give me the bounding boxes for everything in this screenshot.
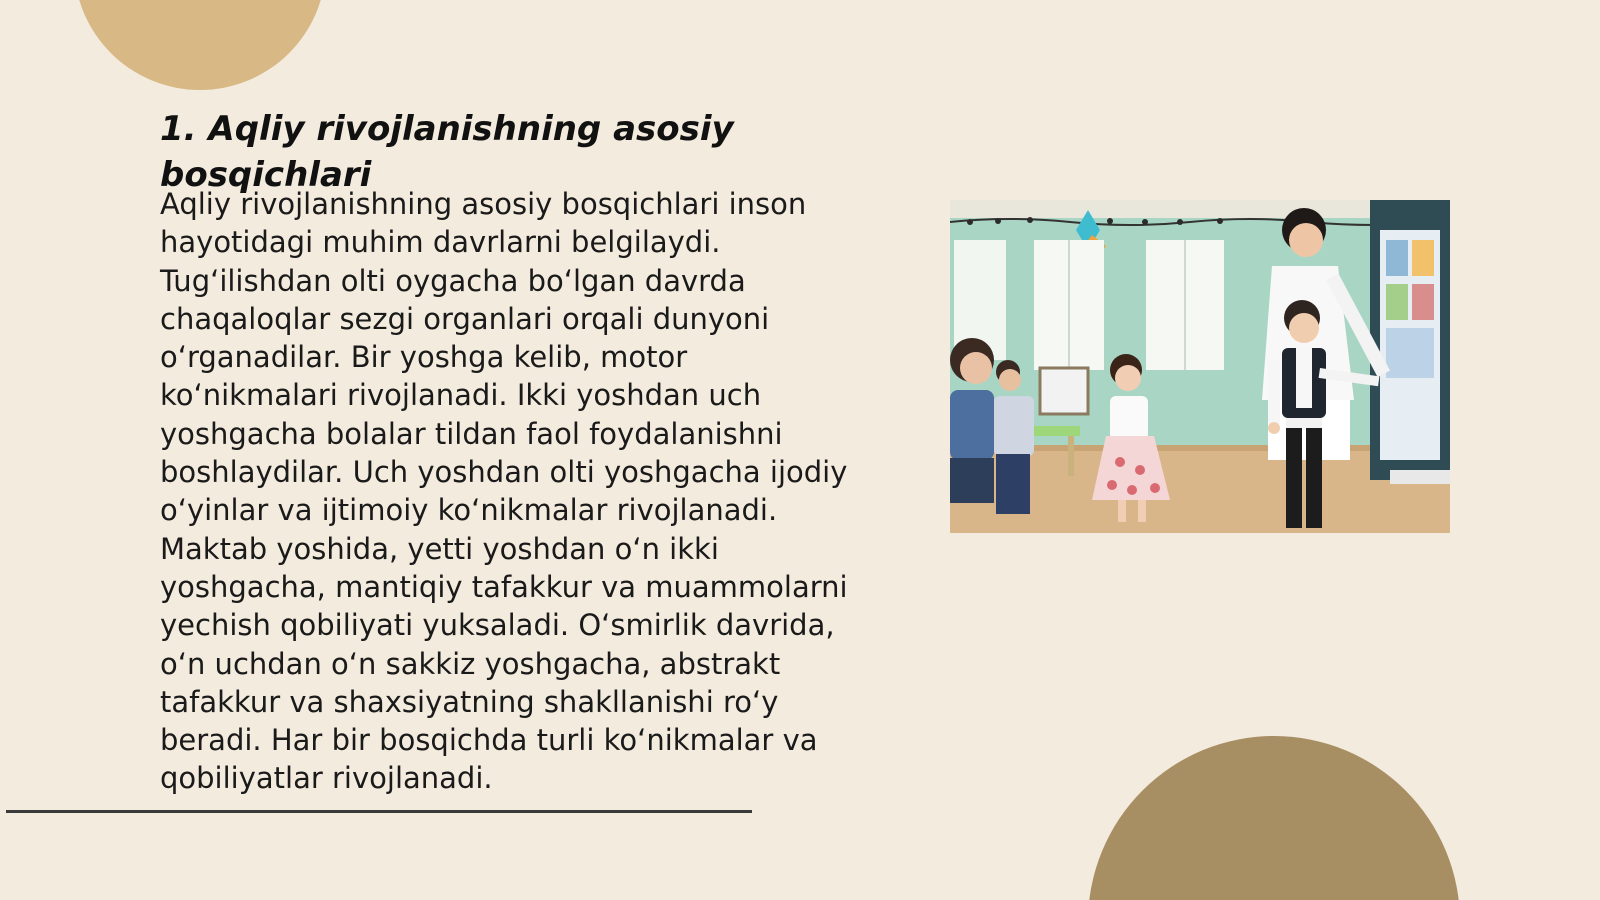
classroom-photo — [950, 200, 1450, 533]
slide-body-text: Aqliy rivojlanishning asosiy bosqichlari inson hayotidagi muhim davrlarni belgilaydi. Tugʻilishdan olti oygacha boʻlgan davrda chaqaloqlar sezgi organlari orqali dunyoni oʻrganadilar. Bir yoshga kelib, motor koʻnikmalari rivojlanadi. Ikki yoshdan uch yoshgacha bolalar tildan faol foydalanishni boshlaydilar. Uch yoshdan olti yoshgacha ijodiy oʻyinlar va ijtimoiy koʻnikmalar rivojlanadi. Maktab yoshida, yetti yoshdan oʻn ikki yoshgacha, mantiqiy tafakkur va muammolarni yechish qobiliyati yuksaladi. Oʻsmirlik davrida, oʻn uchdan oʻn sakkiz yoshgacha, abstrakt tafakkur va shaxsiyatning shakllanishi roʻy beradi. Har bir bosqichda turli koʻnikmalar va qobiliyatlar rivojlanadi. — [160, 187, 848, 796]
slide-title: 1. Aqliy rivojlanishning asosiy bosqichlari — [160, 109, 734, 195]
decorative-circle-top — [74, 0, 326, 90]
decorative-circle-bottom — [1088, 736, 1460, 900]
divider-line — [6, 810, 752, 813]
